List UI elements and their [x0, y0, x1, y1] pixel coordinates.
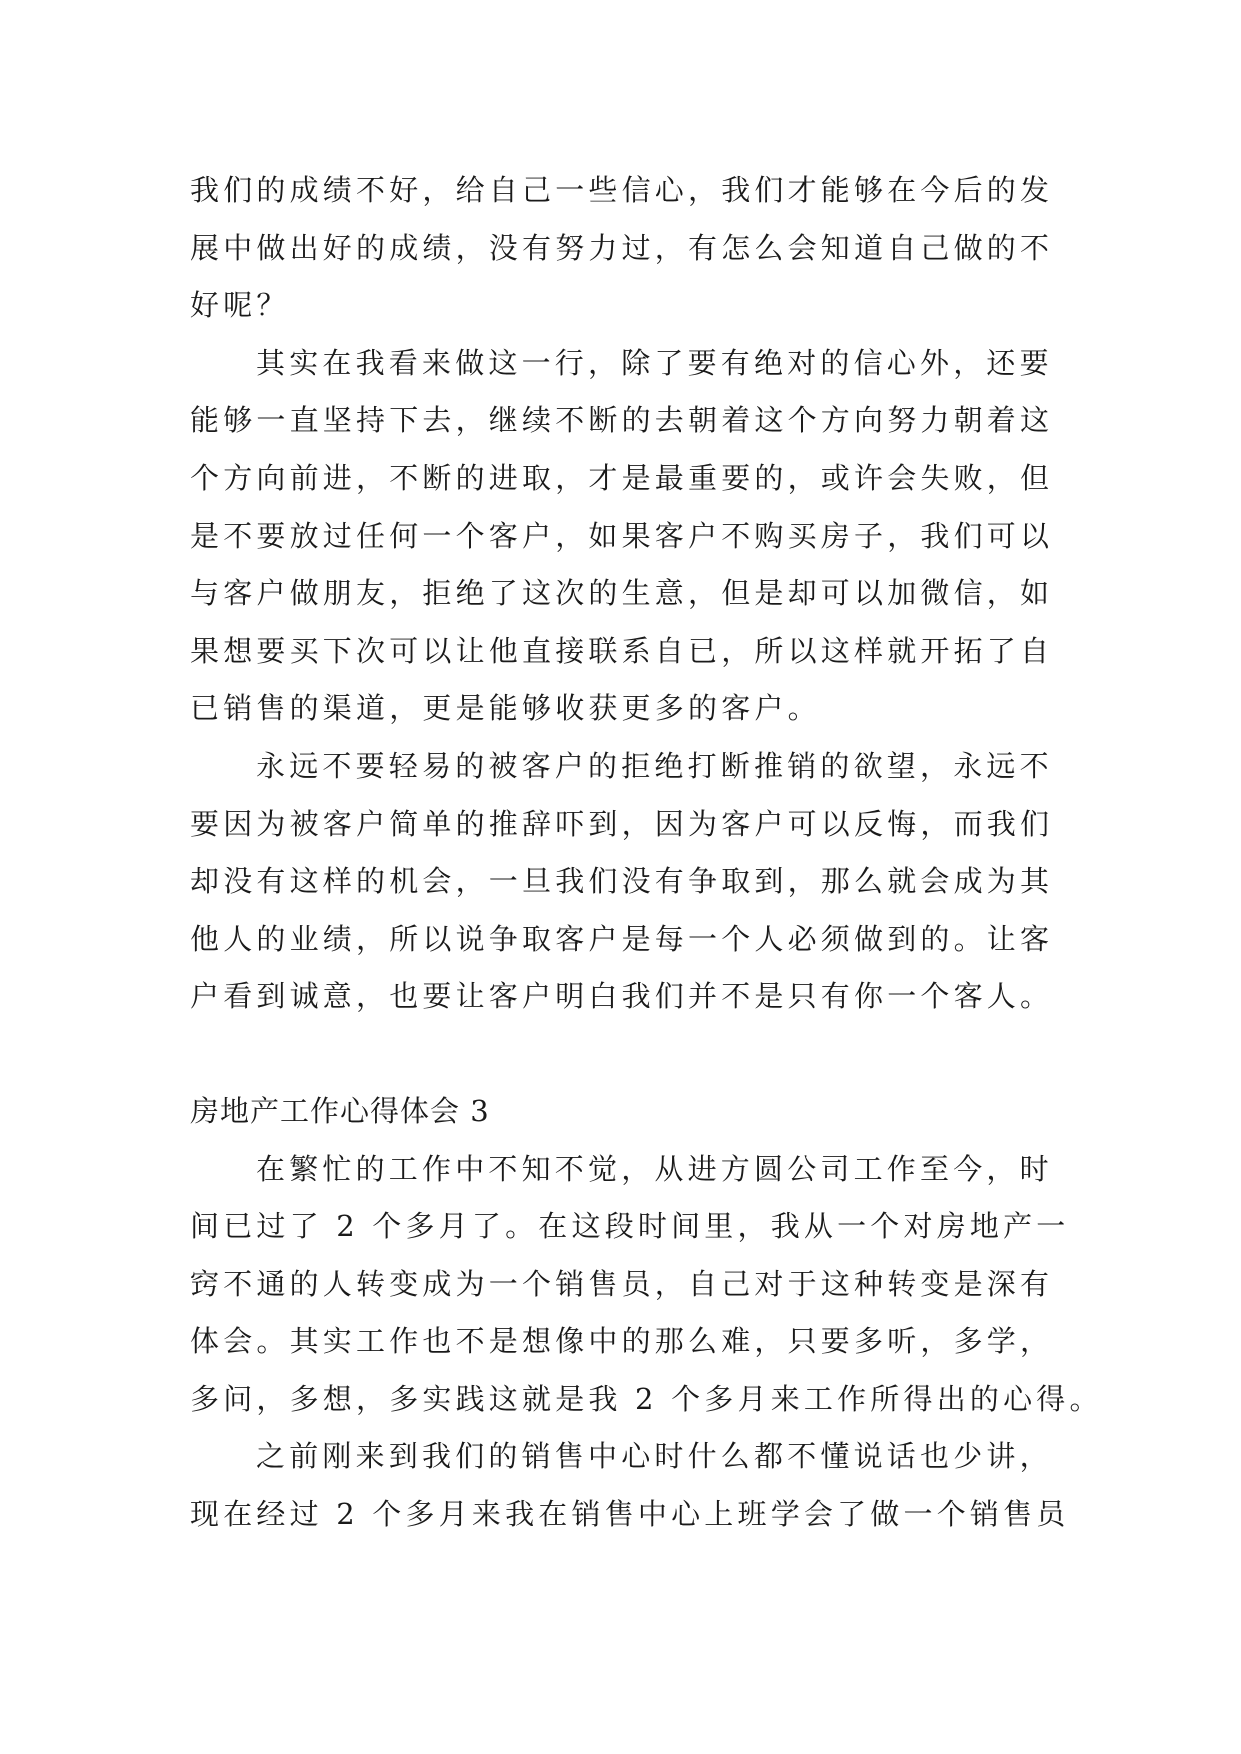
text-line: 果想要买下次可以让他直接联系自已，所以这样就开拓了自 [190, 633, 1054, 668]
text-line: 展中做出好的成绩，没有努力过，有怎么会知道自己做的不 [190, 230, 1054, 265]
text-line: 现在经过 2 个多月来我在销售中心上班学会了做一个销售员 [190, 1497, 1070, 1532]
paragraph-1 [190, 162, 1054, 335]
text-line: 窍不通的人转变成为一个销售员，自己对于这种转变是深有 [190, 1266, 1054, 1301]
paragraph-3 [190, 738, 1054, 1026]
text-line: 其实在我看来做这一行，除了要有绝对的信心外，还要 [256, 345, 1053, 380]
text-line: 之前刚来到我们的销售中心时什么都不懂说话也少讲， [256, 1439, 1053, 1474]
text-line: 多问，多想，多实践这就是我 2 个多月来工作所得出的心得。 [190, 1381, 1103, 1416]
text-line: 与客户做朋友，拒绝了这次的生意，但是却可以加微信，如 [190, 576, 1054, 611]
text-line: 个方向前进，不断的进取，才是最重要的，或许会失败，但 [190, 460, 1054, 495]
section-heading: 房地产工作心得体会 3 [190, 1093, 490, 1128]
text-line: 间已过了 2 个多月了。在这段时间里，我从一个对房地产一 [190, 1209, 1070, 1244]
text-line: 能够一直坚持下去，继续不断的去朝着这个方向努力朝着这 [190, 403, 1054, 438]
text-line: 他人的业绩，所以说争取客户是每一个人必须做到的。让客 [190, 921, 1054, 956]
text-line: 已销售的渠道，更是能够收获更多的客户。 [190, 691, 821, 726]
text-line: 永远不要轻易的被客户的拒绝打断推销的欲望，永远不 [256, 748, 1053, 783]
paragraph-4 [190, 1141, 1103, 1429]
text-line: 在繁忙的工作中不知不觉，从进方圆公司工作至今，时 [256, 1151, 1053, 1186]
document-body [190, 162, 1103, 1544]
paragraph-2 [190, 335, 1054, 738]
text-line: 好呢？ [190, 288, 290, 323]
text-line: 要因为被客户简单的推辞吓到，因为客户可以反悔，而我们 [190, 806, 1054, 841]
paragraph-5 [190, 1428, 1070, 1543]
section-gap [190, 1026, 1050, 1083]
text-line: 体会。其实工作也不是想像中的那么难，只要多听，多学， [190, 1324, 1054, 1359]
text-line: 户看到诚意，也要让客户明白我们并不是只有你一个客人。 [190, 979, 1054, 1014]
text-line: 我们的成绩不好，给自己一些信心，我们才能够在今后的发 [190, 173, 1054, 207]
text-line: 却没有这样的机会，一旦我们没有争取到，那么就会成为其 [190, 864, 1054, 899]
text-line: 是不要放过任何一个客户，如果客户不购买房子，我们可以 [190, 518, 1054, 553]
